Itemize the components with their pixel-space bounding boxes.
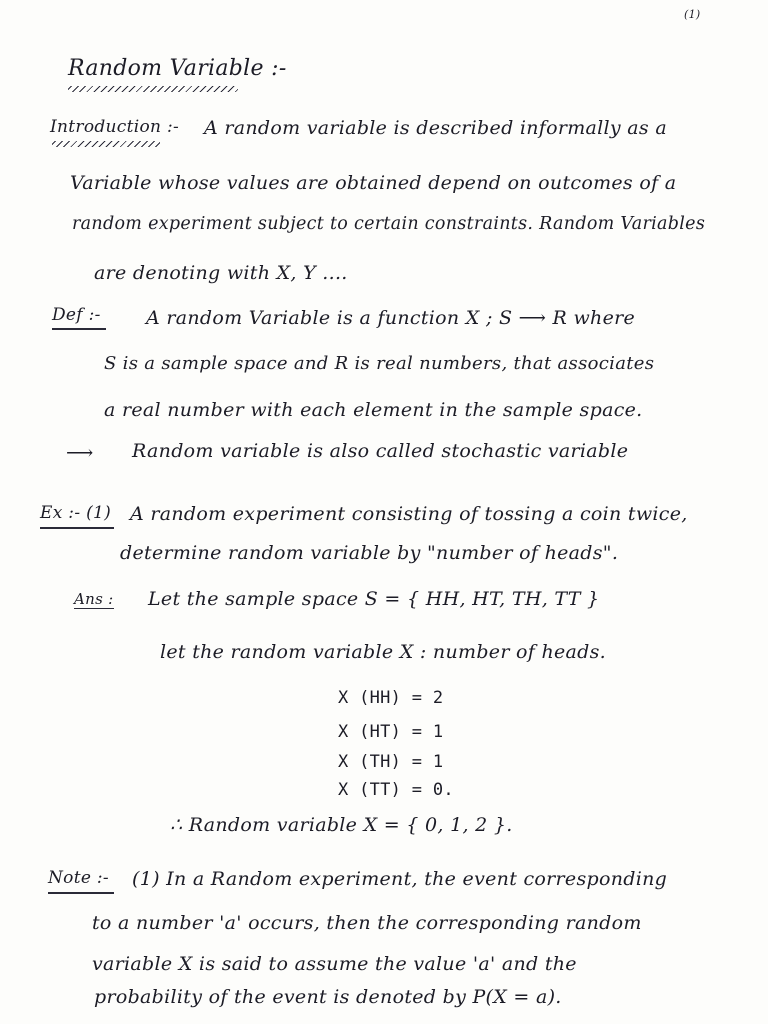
def-arrow-line: Random variable is also called stochastic variable [132, 440, 629, 462]
value-row: X (HH) = 2 [338, 688, 444, 708]
note-label-underline [48, 892, 114, 894]
example-label-underline [40, 527, 114, 529]
value-row: X (TH) = 1 [338, 752, 444, 772]
example-label: Ex :- (1) [40, 503, 112, 523]
note-line: probability of the event is denoted by P(X = a). [94, 986, 562, 1008]
title-underline [68, 86, 238, 92]
answer-label-underline [74, 608, 114, 609]
answer-line: Let the sample space S = { HH, HT, TH, TT } [148, 588, 600, 610]
value-row: X (HT) = 1 [338, 722, 444, 742]
note-line: variable X is said to assume the value 'a' and the [92, 953, 577, 975]
intro-line: are denoting with X, Y .... [94, 262, 348, 284]
note-line: to a number 'a' occurs, then the corresponding random [92, 912, 642, 934]
intro-label: Introduction :- [50, 117, 180, 137]
conclusion-line: ∴ Random variable X = { 0, 1, 2 }. [170, 814, 513, 836]
answer-label: Ans : [74, 590, 114, 608]
answer-line: let the random variable X : number of heads. [160, 641, 607, 663]
def-line: A random Variable is a function X ; S ⟶ R where [146, 307, 636, 329]
intro-line: random experiment subject to certain constraints. Random Variables [72, 214, 706, 234]
note-line: (1) In a Random experiment, the event corresponding [132, 868, 668, 890]
def-label: Def :- [52, 305, 101, 325]
arrow-icon: ⟶ [66, 442, 94, 464]
page-number: (1) [684, 8, 701, 21]
def-line: a real number with each element in the sample space. [104, 399, 643, 421]
example-line: A random experiment consisting of tossing a coin twice, [130, 503, 688, 525]
example-line: determine random variable by "number of heads". [120, 542, 619, 564]
note-label: Note :- [48, 868, 109, 888]
page-title: Random Variable :- [68, 56, 287, 81]
def-label-underline [52, 328, 106, 330]
intro-line: Variable whose values are obtained depend on outcomes of a [70, 172, 677, 194]
intro-label-underline [52, 141, 160, 147]
def-line: S is a sample space and R is real numbers, that associates [104, 353, 655, 374]
value-row: X (TT) = 0. [338, 780, 454, 800]
intro-line: A random variable is described informally as a [204, 117, 667, 139]
